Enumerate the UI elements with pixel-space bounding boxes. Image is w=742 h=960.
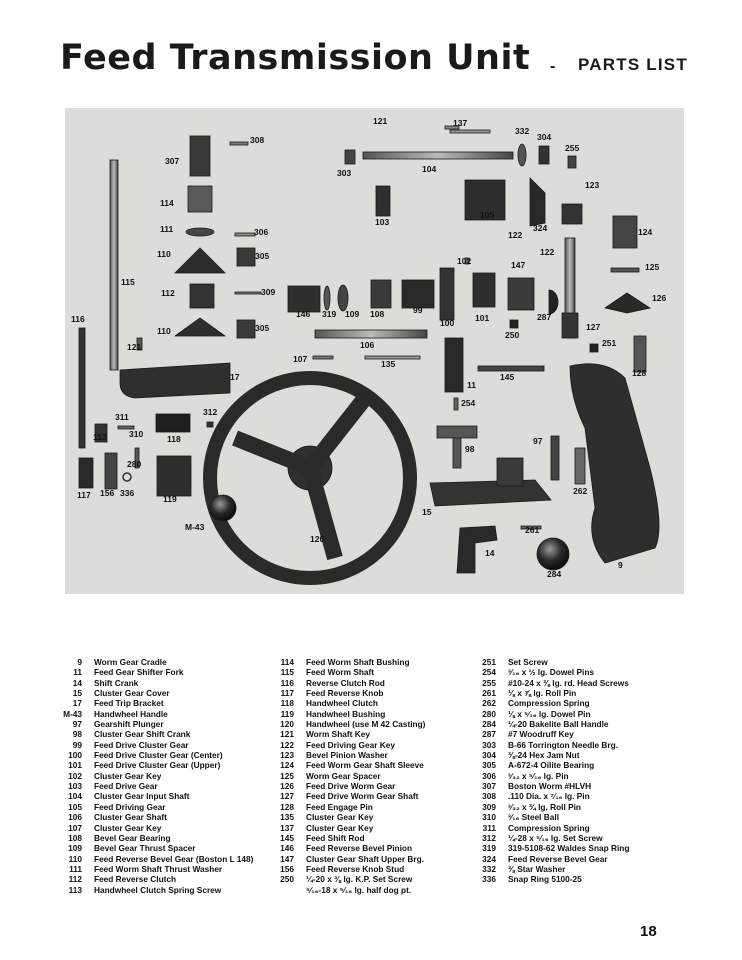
callout: 127 [586, 322, 601, 332]
part-number: 111 [69, 863, 82, 874]
callout: 319 [322, 309, 337, 319]
part-description: ³⁄₁₆ Steel Ball [508, 812, 560, 823]
part-description: Feed Worm Shaft [306, 667, 375, 678]
part-description: Cluster Gear Key [306, 822, 374, 833]
part-number: 319 [482, 843, 496, 854]
part-description: Feed Reverse Bevel Pinion [306, 843, 413, 854]
page-title: Feed Transmission Unit [60, 38, 531, 78]
part-row [478, 698, 718, 708]
callout: 111 [160, 224, 174, 234]
part-description: Feed Gear Shifter Fork [94, 667, 184, 678]
part-row [478, 709, 718, 719]
part-description: Bevel Gear Thrust Spacer [94, 843, 196, 854]
part-number: 108 [68, 832, 82, 843]
part-description: ⅜-24 Hex Jam Nut [508, 750, 580, 761]
callout: 116 [71, 314, 85, 324]
part-number: 312 [482, 832, 496, 843]
part-number: 324 [482, 853, 496, 864]
callout: 124 [638, 227, 653, 237]
part-row [276, 885, 481, 895]
part-row [478, 823, 718, 833]
callout: 9 [618, 560, 623, 570]
callout: 254 [461, 398, 476, 408]
callout: 287 [537, 312, 552, 322]
callout: 305 [255, 323, 270, 333]
callout: 309 [261, 287, 276, 297]
part-row [50, 802, 275, 812]
part-row [276, 843, 481, 853]
part-row [276, 657, 481, 667]
callout: 284 [547, 569, 562, 579]
part-number: 14 [72, 677, 82, 688]
part-description: #7 Woodruff Key [508, 729, 574, 740]
part-description: Shift Crank [94, 677, 139, 688]
part-number: 310 [482, 812, 496, 823]
part-row [478, 740, 718, 750]
callout: 104 [422, 164, 437, 174]
part-number: 126 [280, 781, 294, 792]
part-number [276, 885, 306, 895]
part-number: 11 [73, 667, 82, 678]
callout: 304 [537, 132, 552, 142]
part-row [478, 688, 718, 698]
part-description: Cluster Gear Shaft [94, 812, 167, 823]
part-number: 280 [482, 708, 496, 719]
part-row [478, 812, 718, 822]
page-subtitle: PARTS LIST [578, 55, 688, 74]
part-description: Feed Reverse Bevel Gear (Boston L 148) [94, 853, 254, 864]
callout: 250 [505, 330, 520, 340]
part-number: 251 [482, 657, 496, 667]
part-row [50, 854, 275, 864]
part-row [50, 729, 275, 739]
part-description: ³⁄₃₂ x ¾ lg. Roll Pin [508, 801, 581, 812]
part-row [478, 843, 718, 853]
part-description: Feed Shift Rod [306, 832, 365, 843]
callout: 312 [203, 407, 218, 417]
part-number: 103 [68, 781, 82, 792]
part-description: #10-24 x ⅜ lg. rd. Head Screws [508, 677, 629, 688]
part-number: 117 [280, 688, 294, 699]
part-row [50, 750, 275, 760]
part-description: Cluster Gear Shaft Upper Brg. [306, 853, 425, 864]
part-row [478, 854, 718, 864]
part-description: Worm Shaft Key [306, 729, 370, 740]
part-number: 307 [482, 781, 496, 792]
callout: 15 [422, 507, 432, 517]
part-row [478, 874, 718, 884]
part-description: Feed Engage Pin [306, 801, 373, 812]
parts-column-2 [276, 657, 481, 895]
part-number: 128 [280, 801, 294, 812]
part-number: 306 [482, 770, 496, 781]
part-description: Cluster Gear Key [94, 822, 162, 833]
part-number: 332 [482, 863, 496, 874]
part-row [478, 771, 718, 781]
part-description: Cluster Gear Cover [94, 688, 170, 699]
callout: 261 [525, 525, 540, 535]
part-number: 250 [280, 874, 294, 885]
callout: 324 [533, 223, 548, 233]
part-row [50, 771, 275, 781]
part-row [50, 812, 275, 822]
part-number: 123 [280, 750, 294, 761]
part-row [478, 657, 718, 667]
callout: 135 [381, 359, 396, 369]
part-number: 97 [72, 719, 82, 730]
part-description: Handwheel Clutch [306, 698, 378, 709]
part-description: .110 Dia. x ⁷⁄₁₆ lg. Pin [508, 791, 590, 802]
part-number: M-43 [63, 708, 82, 719]
part-number: 98 [72, 729, 82, 740]
part-number: 15 [72, 688, 82, 699]
part-row [50, 874, 275, 884]
part-description: Feed Drive Cluster Gear [94, 739, 189, 750]
part-description: Feed Driving Gear [94, 801, 166, 812]
part-number: 107 [68, 822, 82, 833]
part-row [50, 709, 275, 719]
callout: 100 [440, 318, 455, 328]
part-description: Worm Gear Spacer [306, 770, 381, 781]
callout: 255 [565, 143, 580, 153]
part-row [478, 760, 718, 770]
part-row [478, 678, 718, 688]
part-row [276, 791, 481, 801]
part-row [276, 678, 481, 688]
part-row [50, 864, 275, 874]
part-number: 147 [280, 853, 294, 864]
callout: 109 [345, 309, 360, 319]
part-description: Bevel Pinion Washer [306, 750, 388, 761]
callout: 306 [254, 227, 269, 237]
part-number: 109 [68, 843, 82, 854]
part-description: ³⁄₃₂ x ⁵⁄₁₆ lg. Pin [508, 770, 569, 781]
part-number: 146 [280, 843, 294, 854]
part-number: 118 [280, 698, 294, 709]
parts-column-3 [478, 657, 718, 885]
callout: 113 [93, 432, 107, 442]
part-row [50, 760, 275, 770]
part-number: 125 [280, 770, 294, 781]
part-description: Cluster Gear Key [306, 812, 374, 823]
part-number: 119 [280, 708, 294, 719]
callout: 107 [293, 354, 308, 364]
callout: 14 [485, 548, 495, 558]
parts-column-1 [50, 657, 275, 895]
part-number: 102 [68, 770, 82, 781]
part-row [50, 678, 275, 688]
part-row [478, 833, 718, 843]
part-number: 121 [280, 729, 294, 740]
part-number: 308 [482, 791, 496, 802]
part-number: 309 [482, 801, 496, 812]
part-description: Feed Reverse Knob Stud [306, 863, 405, 874]
part-row [478, 864, 718, 874]
part-description: Feed Drive Cluster Gear (Upper) [94, 760, 221, 771]
part-row [478, 750, 718, 760]
part-row [276, 740, 481, 750]
part-description: ³⁄₁₆ x ½ lg. Dowel Pins [508, 667, 595, 678]
callout-labels [71, 116, 666, 579]
part-row [276, 667, 481, 677]
part-description: Bevel Gear Bearing [94, 832, 171, 843]
part-row [276, 760, 481, 770]
part-number: 101 [68, 760, 82, 771]
callout: 114 [160, 198, 174, 208]
part-row [50, 719, 275, 729]
part-description: Feed Trip Bracket [94, 698, 164, 709]
part-number: 99 [72, 739, 82, 750]
part-number: 254 [482, 667, 496, 678]
callout: 137 [453, 118, 468, 128]
part-row [276, 729, 481, 739]
part-description: Reverse Clutch Rod [306, 677, 385, 688]
part-number: 137 [280, 822, 294, 833]
part-description: Cluster Gear Input Shaft [94, 791, 190, 802]
part-description: Handwheel (use M 42 Casting) [306, 719, 426, 730]
part-row [276, 864, 481, 874]
part-number: 105 [68, 801, 82, 812]
part-number: 311 [482, 822, 496, 833]
part-description: Handwheel Handle [94, 708, 168, 719]
part-description: Feed Worm Shaft Thrust Washer [94, 863, 223, 874]
part-description: Feed Drive Worm Gear [306, 781, 396, 792]
part-description: Feed Drive Worm Gear Shaft [306, 791, 419, 802]
part-number: 135 [280, 812, 294, 823]
part-row [50, 688, 275, 698]
part-description: Feed Reverse Bevel Gear [508, 853, 608, 864]
part-description: Snap Ring 5100-25 [508, 874, 582, 885]
part-row [276, 812, 481, 822]
part-row [50, 833, 275, 843]
part-description: Feed Worm Shaft Bushing [306, 657, 410, 667]
part-number: 156 [280, 863, 294, 874]
part-row [50, 781, 275, 791]
callout: 123 [585, 180, 600, 190]
callout: 119 [163, 494, 177, 504]
part-number: 127 [280, 791, 294, 802]
callout: 126 [652, 293, 667, 303]
callout: 307 [165, 156, 180, 166]
callout: 121 [373, 116, 388, 126]
title-separator: - [550, 58, 556, 75]
part-description: Handwheel Bushing [306, 708, 386, 719]
callout: 332 [515, 126, 530, 136]
callout: 121 [127, 342, 142, 352]
part-description: Feed Drive Cluster Gear (Center) [94, 750, 223, 761]
callout: 99 [413, 305, 423, 315]
part-row [50, 791, 275, 801]
part-number: 303 [482, 739, 496, 750]
part-row [276, 698, 481, 708]
callout: 147 [511, 260, 526, 270]
callout: 122 [540, 247, 555, 257]
callout: 117 [77, 490, 91, 500]
part-row [50, 698, 275, 708]
part-row [478, 791, 718, 801]
part-row [276, 719, 481, 729]
part-description: Set Screw [508, 657, 548, 667]
part-shapes [79, 126, 659, 578]
part-row [50, 823, 275, 833]
callout: 310 [129, 429, 144, 439]
callout: 101 [475, 313, 490, 323]
callout: 311 [115, 412, 129, 422]
part-number: 336 [482, 874, 496, 885]
callout: 146 [296, 309, 311, 319]
part-row [50, 667, 275, 677]
part-description: ⅜ Star Washer [508, 863, 566, 874]
part-number: 100 [68, 750, 82, 761]
callout: 110 [157, 326, 171, 336]
part-row [50, 843, 275, 853]
callout: 102 [457, 256, 472, 266]
part-number: 120 [280, 719, 294, 730]
part-description: A-672-4 Oilite Bearing [508, 760, 595, 771]
part-number: 284 [482, 719, 496, 730]
callout: 108 [370, 309, 385, 319]
part-row [276, 874, 481, 884]
callout: 280 [127, 459, 142, 469]
part-row [276, 802, 481, 812]
part-description: B-66 Torrington Needle Brg. [508, 739, 619, 750]
part-description: Handwheel Clutch Spring Screw [94, 884, 222, 895]
part-row [478, 667, 718, 677]
callout: 122 [508, 230, 523, 240]
part-row [276, 709, 481, 719]
callout: 97 [533, 436, 543, 446]
callout: 251 [602, 338, 617, 348]
part-row [50, 657, 275, 667]
callout: 120 [310, 534, 325, 544]
part-description: ⁵⁄₁₆-18 x ⁵⁄₁₆ lg. half dog pt. [306, 884, 412, 895]
callout: 128 [632, 368, 647, 378]
part-row [478, 802, 718, 812]
part-number: 122 [280, 739, 294, 750]
callout: 308 [250, 135, 265, 145]
parts-illustration [65, 108, 684, 594]
part-row [50, 885, 275, 895]
callout: 115 [121, 277, 135, 287]
part-row [50, 740, 275, 750]
part-description: Gearshift Plunger [94, 719, 164, 730]
part-number: 304 [482, 750, 496, 761]
callout: 125 [645, 262, 660, 272]
part-number: 124 [280, 760, 294, 771]
part-number: 115 [280, 667, 294, 678]
part-number: 261 [482, 688, 496, 699]
part-row [276, 771, 481, 781]
callout: 98 [465, 444, 475, 454]
part-number: 145 [280, 832, 294, 843]
callout: 112 [161, 288, 175, 298]
part-description: 319-5108-62 Waldes Snap Ring [508, 843, 630, 854]
part-number: 114 [280, 657, 294, 667]
callout: 303 [337, 168, 352, 178]
callout: 105 [480, 210, 495, 220]
callout: 145 [500, 372, 515, 382]
part-row [478, 729, 718, 739]
part-number: 110 [68, 853, 82, 864]
part-number: 112 [68, 874, 82, 885]
part-row [478, 781, 718, 791]
part-description: Feed Reverse Clutch [94, 874, 177, 885]
part-description: ¼-20 Bakelite Ball Handle [508, 719, 609, 730]
page-number: 18 [640, 923, 657, 940]
callout: 103 [375, 217, 390, 227]
callout: 156 [100, 488, 115, 498]
part-description: Worm Gear Cradle [94, 657, 167, 667]
part-description: Boston Worm #HLVH [508, 781, 592, 792]
part-row [276, 781, 481, 791]
callout: 106 [360, 340, 375, 350]
part-description: Compression Spring [508, 822, 590, 833]
part-description: ¼-28 x ⁵⁄₁₆ lg. Set Screw [508, 832, 603, 843]
callout: 110 [157, 249, 171, 259]
part-row [276, 750, 481, 760]
callout: M-43 [185, 522, 205, 532]
part-description: Feed Worm Gear Shaft Sleeve [306, 760, 424, 771]
part-description: Feed Drive Gear [94, 781, 158, 792]
part-number: 106 [68, 812, 82, 823]
part-row [276, 823, 481, 833]
part-description: ¼-20 x ⅜ lg. K.P. Set Screw [306, 874, 413, 885]
part-row [276, 833, 481, 843]
part-number: 17 [72, 698, 82, 709]
part-number: 305 [482, 760, 496, 771]
callout: 262 [573, 486, 588, 496]
part-description: ⅛ x ⁵⁄₁₆ lg. Dowel Pin [508, 708, 591, 719]
callout: 118 [167, 434, 181, 444]
part-description: Compression Spring [508, 698, 590, 709]
callout: 336 [120, 488, 135, 498]
part-number: 287 [482, 729, 496, 740]
part-description: ⅛ x ⅞ lg. Roll Pin [508, 688, 577, 699]
part-description: Cluster Gear Key [94, 770, 162, 781]
part-row [276, 688, 481, 698]
part-row [276, 854, 481, 864]
callout: 11 [467, 380, 476, 390]
part-number: 113 [68, 884, 82, 895]
callout: 17 [230, 372, 240, 382]
part-number: 9 [77, 657, 82, 667]
part-number: 116 [280, 677, 294, 688]
part-description: Feed Reverse Knob [306, 688, 384, 699]
part-number: 255 [482, 677, 496, 688]
part-row [478, 719, 718, 729]
part-description: Feed Driving Gear Key [306, 739, 395, 750]
part-description: Cluster Gear Shift Crank [94, 729, 191, 740]
exploded-parts-photo [65, 108, 684, 594]
part-number: 262 [482, 698, 496, 709]
callout: 305 [255, 251, 270, 261]
part-number: 104 [68, 791, 82, 802]
